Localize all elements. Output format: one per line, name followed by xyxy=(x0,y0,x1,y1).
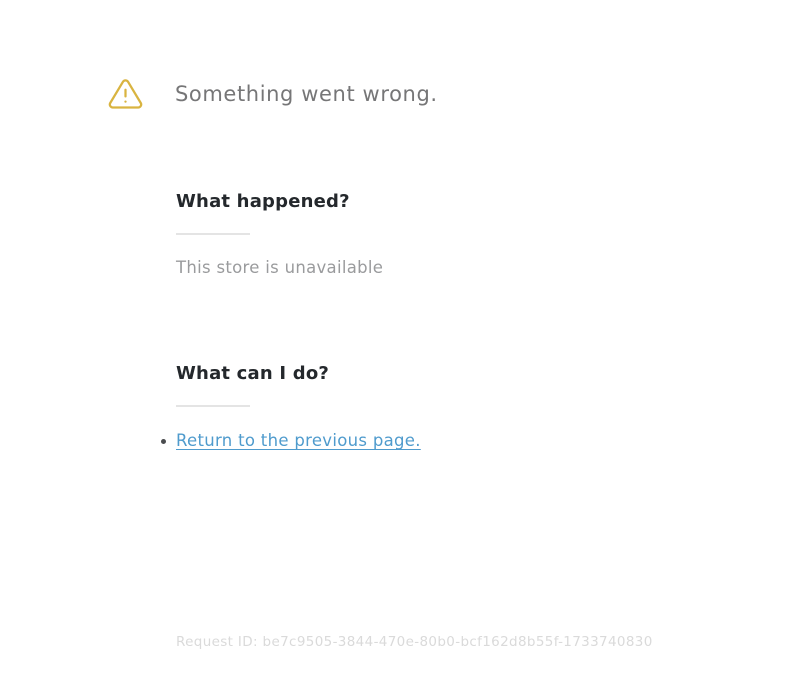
list-item xyxy=(176,431,421,451)
bullet-icon xyxy=(161,439,166,444)
section-divider xyxy=(176,233,250,235)
error-message-text: This store is unavailable xyxy=(176,258,384,277)
section-divider xyxy=(176,405,250,407)
what-can-i-do-heading: What can I do? xyxy=(176,363,330,384)
return-previous-page-link[interactable]: Return to the previous page. xyxy=(176,431,421,450)
section-what-happened xyxy=(176,191,383,277)
alert-header xyxy=(107,76,438,112)
request-id-text: Request ID: be7c9505-3844-470e-80b0-bcf162d8b55f-1733740830 xyxy=(176,634,653,650)
page-title: Something went wrong. xyxy=(175,82,438,106)
what-happened-heading: What happened? xyxy=(176,191,350,212)
suggestions-list xyxy=(176,431,421,451)
warning-triangle-icon xyxy=(107,76,144,112)
section-what-can-i-do xyxy=(176,363,421,451)
